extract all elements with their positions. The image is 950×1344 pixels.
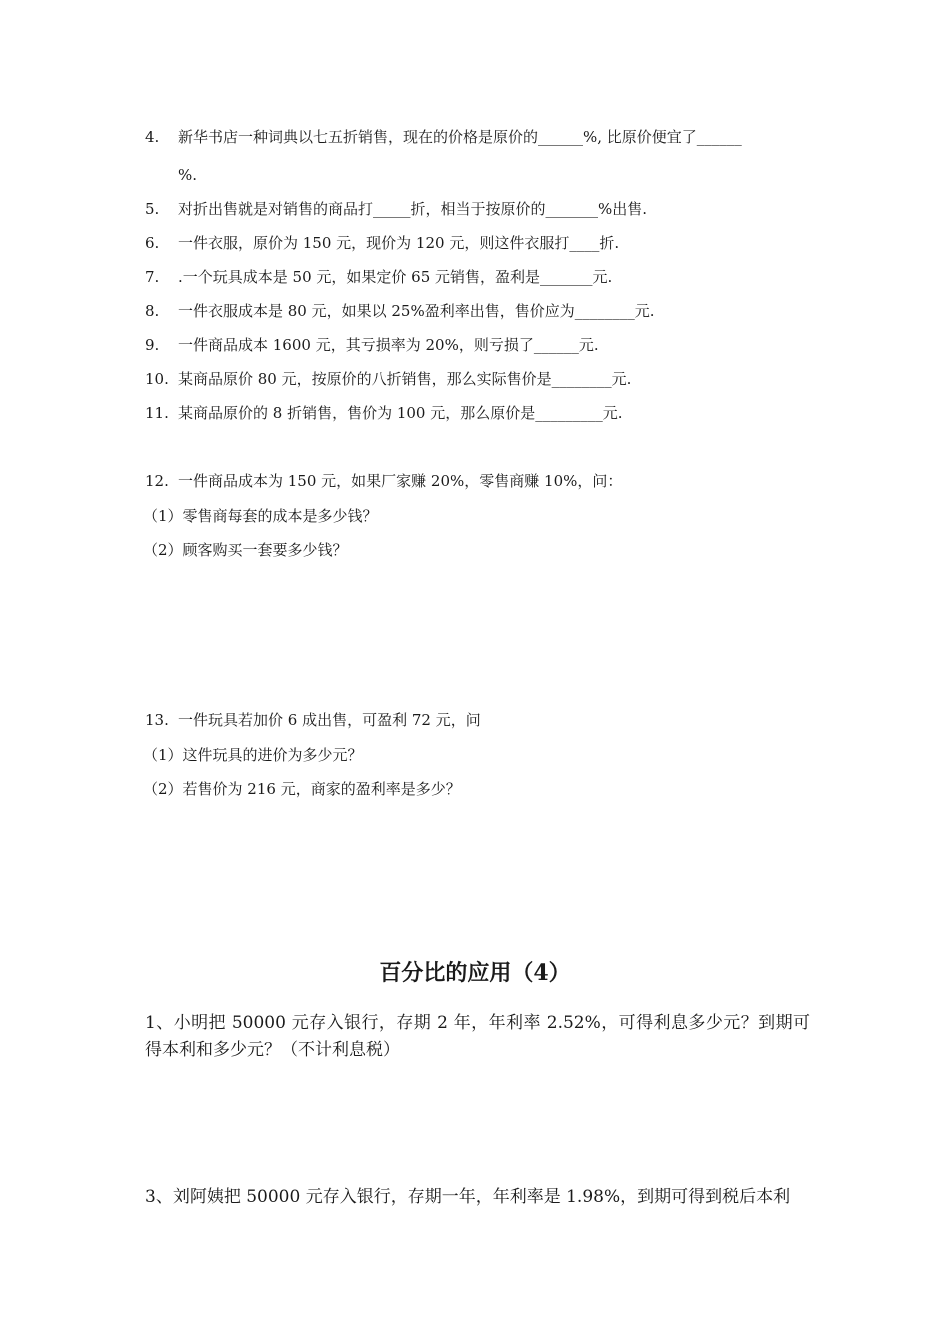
question-number: 9. xyxy=(145,336,160,354)
question-text: 一件玩具若加价 6 成出售，可盈利 72 元，问 xyxy=(178,711,481,729)
question-12-part-2: （2）顾客购买一套要多少钱？ xyxy=(143,541,348,559)
question-number: 11. xyxy=(145,404,169,422)
question-text: 一件商品成本 1600 元，其亏损率为 20%，则亏损了______元. xyxy=(178,336,599,354)
question-text: 一件衣服成本是 80 元，如果以 25%盈利率出售，售价应为________元. xyxy=(178,302,655,320)
question-text: 某商品原价 80 元，按原价的八折销售，那么实际售价是________元. xyxy=(178,370,632,388)
question-number: 4. xyxy=(145,128,160,146)
question-text: 新华书店一种词典以七五折销售，现在的价格是原价的______%, 比原价便宜了______ xyxy=(178,128,742,146)
question-13-part-1: （1）这件玩具的进价为多少元？ xyxy=(143,746,363,764)
question-text: .一个玩具成本是 50 元，如果定价 65 元销售，盈利是_______元. xyxy=(178,268,613,286)
question-12-part-1: （1）零售商每套的成本是多少钱？ xyxy=(143,507,378,525)
question-text: 某商品原价的 8 折销售，售价为 100 元，那么原价是_________元. xyxy=(178,404,623,422)
question-number: 8. xyxy=(145,302,160,320)
question-text: 一件衣服，原价为 150 元，现价为 120 元，则这件衣服打____折. xyxy=(178,234,620,252)
question-number: 5. xyxy=(145,200,160,218)
section-question-1: 1、小明把 50000 元存入银行，存期 2 年，年利率 2.52%，可得利息多少元？到期可得本利和多少元？（不计利息税） xyxy=(145,1013,810,1060)
question-text-continuation: %. xyxy=(178,166,198,184)
section-question-3: 3、刘阿姨把 50000 元存入银行，存期一年，年利率是 1.98%，到期可得到税后本利 xyxy=(145,1187,791,1207)
question-text: 对折出售就是对销售的商品打_____折，相当于按原价的_______%出售. xyxy=(178,200,648,218)
question-number: 6. xyxy=(145,234,160,252)
question-number: 7. xyxy=(145,268,160,286)
question-13-part-2: （2）若售价为 216 元，商家的盈利率是多少？ xyxy=(143,780,461,798)
question-number: 13. xyxy=(145,711,169,729)
question-text: 一件商品成本为 150 元，如果厂家赚 20%，零售商赚 10%，问： xyxy=(178,472,623,490)
question-number: 10. xyxy=(145,370,169,388)
section-title: 百分比的应用（4） xyxy=(379,960,571,986)
question-number: 12. xyxy=(145,472,169,490)
